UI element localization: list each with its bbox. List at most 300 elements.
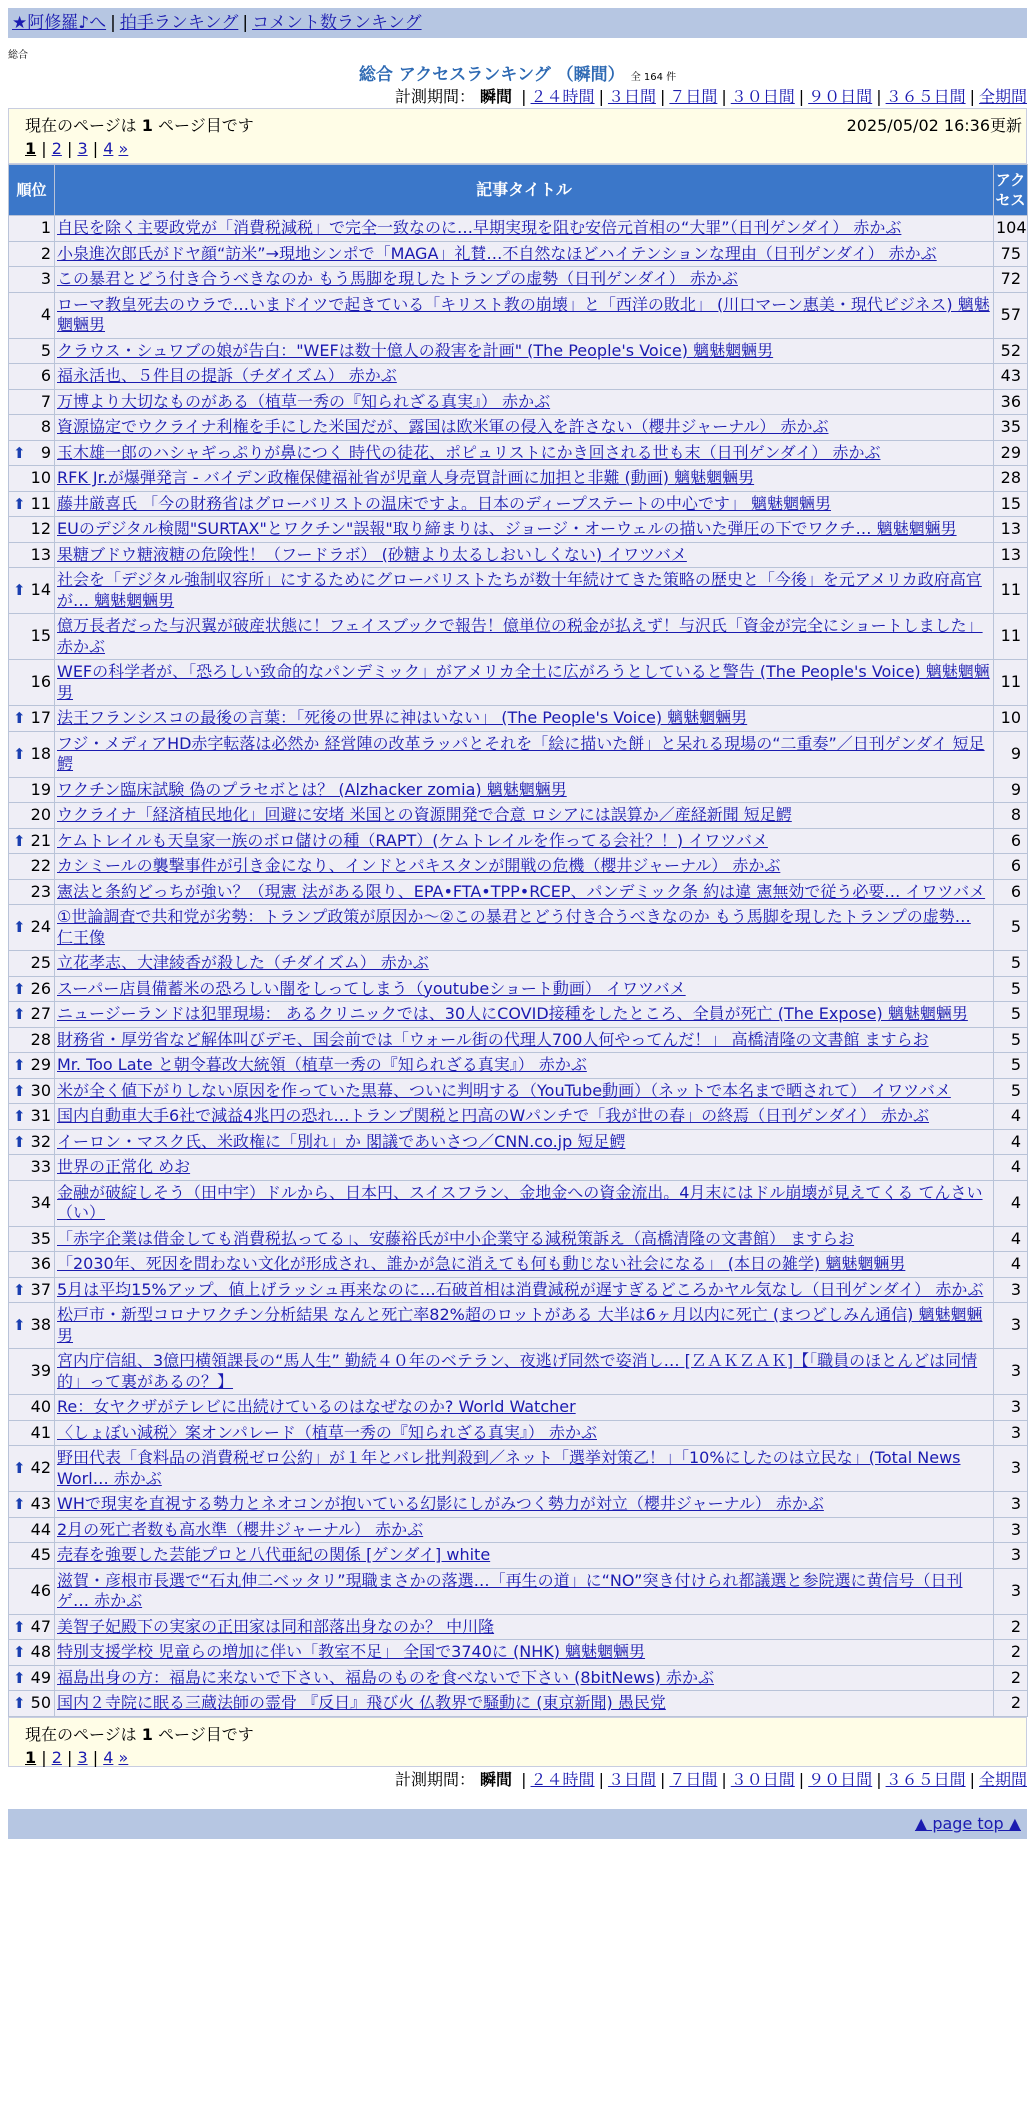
page-link[interactable]: 2 bbox=[51, 1747, 62, 1767]
rank-up-arrow-icon: ⬆ bbox=[13, 1280, 26, 1299]
rank-cell bbox=[9, 517, 55, 543]
title-cell bbox=[55, 491, 994, 517]
table-row bbox=[9, 1691, 1028, 1717]
article-link[interactable]: RFK Jr.が爆弾発言 - バイデン政権保健福祉省が児童人身売買計画に加担と非難 (動画) 魑魅魍魎男 bbox=[57, 468, 755, 487]
home-link[interactable]: ★阿修羅♪へ bbox=[12, 13, 107, 33]
table-row bbox=[9, 1129, 1028, 1155]
page-text: 現在のページは bbox=[25, 1724, 142, 1744]
current-page: 1 bbox=[25, 1747, 37, 1767]
table-row bbox=[9, 1492, 1028, 1518]
article-link[interactable]: 金融が破綻しそう（田中宇）ドルから、日本円、スイスフラン、金地金への資金流出。4月末にはドル崩壊が見えてくる てんさい（い） bbox=[57, 1182, 983, 1222]
rank-number: 2 bbox=[40, 243, 51, 263]
rank-up-arrow-icon: ⬆ bbox=[13, 744, 26, 763]
rank-number: 43 bbox=[30, 1494, 51, 1513]
rank-number: 23 bbox=[30, 881, 51, 901]
rank-cell bbox=[9, 976, 55, 1002]
rank-number: 4 bbox=[40, 304, 51, 324]
title-cell bbox=[55, 1303, 994, 1349]
access-count: 11 bbox=[994, 568, 1028, 614]
period-link[interactable]: ７日間 bbox=[669, 87, 718, 106]
access-count: 5 bbox=[994, 1078, 1028, 1104]
table-row bbox=[9, 1543, 1028, 1569]
rank-cell bbox=[9, 338, 55, 364]
article-link[interactable]: ウクライナ「経済植民地化」回避に安堵 米国との資源開発で合意 ロシアには誤算か／産経新聞 短足鰐 bbox=[57, 805, 792, 824]
access-count: 6 bbox=[994, 879, 1028, 905]
rank-cell bbox=[9, 1665, 55, 1691]
access-count: 10 bbox=[994, 706, 1028, 732]
article-link[interactable]: 玉木雄一郎のハシャギっぷりが鼻につく 時代の徒花、ポピュリストにかき回される世も末（日刊ゲンダイ） 赤かぶ bbox=[57, 442, 881, 462]
table-row bbox=[9, 1303, 1028, 1349]
rank-up-arrow-icon: ⬆ bbox=[13, 1668, 26, 1687]
page-text: 現在のページは bbox=[25, 116, 142, 135]
period-link[interactable]: ３０日間 bbox=[730, 87, 795, 106]
page-text: ページ目です bbox=[152, 116, 254, 135]
table-row bbox=[9, 1078, 1028, 1104]
article-link[interactable]: スーパー店員備蓄米の恐ろしい闇をしってしまう（youtubeショート動画） イワツバメ bbox=[57, 978, 686, 998]
ranking-heading bbox=[8, 64, 1027, 86]
title-cell bbox=[55, 951, 994, 977]
updated-timestamp: 2025/05/02 16:36更新 bbox=[846, 116, 1022, 135]
title-cell bbox=[55, 1002, 994, 1028]
table-row bbox=[9, 1446, 1028, 1492]
title-cell bbox=[55, 1277, 994, 1303]
page-separator: | bbox=[36, 139, 52, 158]
rank-up-arrow-icon: ⬆ bbox=[13, 1495, 26, 1513]
access-count: 3 bbox=[994, 1349, 1028, 1395]
rank-cell bbox=[9, 1446, 55, 1492]
period-separator: | bbox=[598, 87, 604, 106]
rank-number: 38 bbox=[30, 1315, 51, 1335]
table-row bbox=[9, 1155, 1028, 1181]
article-link[interactable]: 億万長者だった与沢翼が破産状態に！フェイスブックで報告！億単位の税金が払えず！与沢氏「資金が完全にショートしました」 赤かぶ bbox=[57, 616, 983, 656]
period-link[interactable]: 全期間 bbox=[978, 1769, 1027, 1789]
access-count: 2 bbox=[994, 1665, 1028, 1691]
next-page-link[interactable]: » bbox=[118, 139, 129, 158]
table-row bbox=[9, 1395, 1028, 1421]
table-row bbox=[9, 1226, 1028, 1252]
page-separator: | bbox=[36, 1747, 52, 1767]
rank-number: 19 bbox=[30, 779, 51, 799]
title-cell bbox=[55, 1395, 994, 1421]
table-row bbox=[9, 267, 1028, 293]
article-link[interactable]: 「2030年、死因を問わない文化が形成され、誰かが急に消えても何も動じない社会になる」 (本日の雑学) 魑魅魍魎男 bbox=[57, 1254, 906, 1273]
rank-number: 50 bbox=[30, 1693, 51, 1712]
article-link[interactable]: 万博より大切なものがある（植草一秀の『知られざる真実』） 赤かぶ bbox=[57, 391, 551, 411]
rank-number: 44 bbox=[30, 1519, 51, 1539]
rank-cell bbox=[9, 292, 55, 338]
period-link[interactable]: ３日間 bbox=[607, 87, 656, 106]
access-count: 6 bbox=[994, 828, 1028, 854]
table-row bbox=[9, 292, 1028, 338]
rank-number: 41 bbox=[30, 1422, 51, 1442]
clap-ranking-link[interactable]: 拍手ランキング bbox=[119, 13, 239, 33]
rank-number: 33 bbox=[30, 1157, 51, 1176]
rank-number: 20 bbox=[30, 805, 51, 824]
access-count: 75 bbox=[994, 241, 1028, 267]
table-row bbox=[9, 568, 1028, 614]
table-row bbox=[9, 241, 1028, 267]
table-row bbox=[9, 828, 1028, 854]
period-current: 瞬間 bbox=[480, 1769, 513, 1789]
article-link[interactable]: 福永活也、５件目の提訴（チダイズム） 赤かぶ bbox=[57, 366, 397, 385]
title-cell bbox=[55, 1078, 994, 1104]
rank-up-arrow-icon: ⬆ bbox=[13, 1005, 26, 1023]
title-cell bbox=[55, 542, 994, 568]
rank-cell bbox=[9, 241, 55, 267]
article-link[interactable]: WEFの科学者が、「恐ろしい致命的なパンデミック」がアメリカ全土に広がろうとしていると警告 (The People's Voice) 魑魅魍魎男 bbox=[57, 662, 990, 702]
rank-up-arrow-icon: ⬆ bbox=[13, 1459, 26, 1478]
period-separator: | bbox=[969, 87, 975, 106]
rank-cell bbox=[9, 1303, 55, 1349]
rank-number: 24 bbox=[30, 917, 51, 937]
article-link[interactable]: 福島出身の方：福島に来ないで下さい、福島のものを食べないで下さい (8bitNews) 赤かぶ bbox=[57, 1667, 714, 1687]
article-link[interactable]: 果糖ブドウ糖液糖の危険性！（フードラボ） (砂糖より太るしおいしくない) イワツバメ bbox=[57, 544, 687, 564]
rank-cell bbox=[9, 854, 55, 880]
article-link[interactable]: 法王フランシスコの最後の言葉：「死後の世界に神はいない」 (The People's Voice) 魑魅魍魎男 bbox=[57, 708, 748, 727]
article-link[interactable]: 5月は平均15%アップ、値上げラッシュ再来なのに…石破首相は消費減税が遅すぎるどころかヤル気なし（日刊ゲンダイ） 赤かぶ bbox=[57, 1279, 984, 1299]
top-nav-bar bbox=[8, 8, 1027, 38]
article-link[interactable]: 藤井厳喜氏 「今の財務省はグローバリストの温床ですよ。日本のディープステートの中心です」 魑魅魍魎男 bbox=[57, 493, 832, 513]
page-link[interactable]: 2 bbox=[51, 139, 62, 158]
rank-cell bbox=[9, 614, 55, 660]
access-count: 5 bbox=[994, 1053, 1028, 1079]
title-cell bbox=[55, 777, 994, 803]
access-count: 104 bbox=[994, 216, 1028, 242]
rank-cell bbox=[9, 828, 55, 854]
title-cell bbox=[55, 1517, 994, 1543]
pagination bbox=[25, 1748, 1010, 1767]
title-cell bbox=[55, 614, 994, 660]
rank-cell bbox=[9, 1543, 55, 1569]
rank-number: 31 bbox=[30, 1106, 51, 1125]
article-link[interactable]: 〈しょぼい減税〉案オンパレード（植草一秀の『知られざる真実』） 赤かぶ bbox=[57, 1422, 597, 1442]
table-row bbox=[9, 706, 1028, 732]
table-row bbox=[9, 389, 1028, 415]
article-link[interactable]: カシミールの襲撃事件が引き金になり、インドとパキスタンが開戦の危機（櫻井ジャーナル） 赤かぶ bbox=[57, 856, 781, 875]
rank-cell bbox=[9, 951, 55, 977]
page-links bbox=[36, 139, 128, 158]
access-count: 4 bbox=[994, 1129, 1028, 1155]
rank-cell bbox=[9, 731, 55, 777]
page-title: 総合 アクセスランキング （瞬間） bbox=[358, 65, 625, 85]
article-link[interactable]: 社会を「デジタル強制収容所」にするためにグローバリストたちが数十年続けてきた策略の歴史と「今後」を元アメリカ政府高官が… 魑魅魍魎男 bbox=[57, 570, 982, 610]
article-link[interactable]: 立花孝志、大津綾香が殺した（チダイズム） 赤かぶ bbox=[57, 953, 429, 972]
rank-cell bbox=[9, 1252, 55, 1278]
article-link[interactable]: 松戸市・新型コロナワクチン分析結果 なんと死亡率82%超のロットがある 大半は6ヶ月以内に死亡 (まつどしみん通信) 魑魅魍魎男 bbox=[57, 1305, 983, 1345]
page-link[interactable]: 4 bbox=[103, 139, 114, 158]
rank-number: 35 bbox=[30, 1228, 51, 1248]
table-row bbox=[9, 216, 1028, 242]
period-link[interactable]: 全期間 bbox=[978, 87, 1027, 106]
period-link[interactable]: ９０日間 bbox=[808, 87, 873, 106]
rank-number: 40 bbox=[30, 1397, 51, 1416]
title-cell bbox=[55, 660, 994, 706]
table-row bbox=[9, 905, 1028, 951]
rank-cell bbox=[9, 1180, 55, 1226]
article-link[interactable]: 売春を強要した芸能プロと八代亜紀の関係 [ゲンダイ] white bbox=[57, 1545, 491, 1564]
period-link[interactable]: ７日間 bbox=[669, 1769, 718, 1789]
period-separator: | bbox=[969, 1769, 975, 1789]
title-cell bbox=[55, 1640, 994, 1666]
title-cell bbox=[55, 828, 994, 854]
article-link[interactable]: ケムトレイルも天皇家一族のボロ儲けの種（RAPT）(ケムトレイルを作ってる会社？！) イワツバメ bbox=[57, 830, 768, 850]
rank-number: 34 bbox=[30, 1192, 51, 1212]
table-row bbox=[9, 803, 1028, 829]
page-separator: | bbox=[61, 139, 78, 158]
page-number: 1 bbox=[141, 1724, 153, 1744]
rank-number: 25 bbox=[30, 953, 51, 972]
period-link[interactable]: ２４時間 bbox=[530, 1769, 595, 1789]
period-separator: | bbox=[659, 1769, 666, 1789]
access-count: 3 bbox=[994, 1303, 1028, 1349]
ranking-body bbox=[9, 216, 1028, 1717]
title-cell bbox=[55, 1420, 994, 1446]
access-count: 4 bbox=[994, 1252, 1028, 1278]
period-links bbox=[517, 1770, 1027, 1789]
period-separator: | bbox=[721, 87, 727, 106]
rank-number: 8 bbox=[40, 417, 51, 436]
page-link[interactable]: 3 bbox=[77, 1747, 88, 1767]
access-count: 3 bbox=[994, 1568, 1028, 1614]
rank-number: 17 bbox=[30, 708, 51, 727]
table-row bbox=[9, 542, 1028, 568]
rank-number: 28 bbox=[30, 1029, 51, 1049]
title-cell bbox=[55, 267, 994, 293]
article-link[interactable]: ローマ教皇死去のウラで…いまドイツで起きている「キリスト教の崩壊」と「西洋の敗北」 (川口マーン惠美・現代ビジネス) 魑魅魍魎男 bbox=[57, 294, 990, 334]
title-cell bbox=[55, 440, 994, 466]
access-count: 9 bbox=[994, 731, 1028, 777]
article-link[interactable]: 「赤字企業は借金しても消費税払ってる」、安藤裕氏が中小企業守る減税策訴え（高橋清隆の文書館） ますらお bbox=[57, 1228, 855, 1248]
period-link[interactable]: ３６５日間 bbox=[885, 1769, 966, 1789]
rank-number: 46 bbox=[30, 1580, 51, 1600]
title-cell bbox=[55, 1446, 994, 1492]
rank-number: 49 bbox=[30, 1667, 51, 1687]
rank-cell bbox=[9, 1129, 55, 1155]
title-cell bbox=[55, 216, 994, 242]
table-row bbox=[9, 1349, 1028, 1395]
rank-cell bbox=[9, 1277, 55, 1303]
title-cell bbox=[55, 976, 994, 1002]
rank-cell bbox=[9, 389, 55, 415]
rank-number: 39 bbox=[30, 1361, 51, 1381]
page-number: 1 bbox=[141, 116, 153, 135]
article-link[interactable]: フジ・メディアHD赤字転落は必然か 経営陣の改革ラッパとそれを「絵に描いた餅」と呆れる現場の“二重奏”／日刊ゲンダイ 短足鰐 bbox=[57, 733, 985, 773]
rank-number: 21 bbox=[30, 830, 51, 850]
rank-up-arrow-icon: ⬆ bbox=[13, 494, 26, 513]
article-link[interactable]: WHで現実を直視する勢力とネオコンが抱いている幻影にしがみつく勢力が対立（櫻井ジャーナル） 赤かぶ bbox=[57, 1494, 824, 1513]
table-row bbox=[9, 1002, 1028, 1028]
article-link[interactable]: クラウス・シュワブの娘が告白："WEFは数十億人の殺害を計画" (The People's Voice) 魑魅魍魎男 bbox=[57, 340, 774, 360]
table-row bbox=[9, 660, 1028, 706]
rank-cell bbox=[9, 1517, 55, 1543]
footer-bar bbox=[8, 1809, 1027, 1839]
rank-number: 45 bbox=[30, 1545, 51, 1564]
period-link[interactable]: ３０日間 bbox=[730, 1769, 795, 1789]
access-count: 8 bbox=[994, 803, 1028, 829]
rank-cell bbox=[9, 440, 55, 466]
rank-cell bbox=[9, 216, 55, 242]
table-row bbox=[9, 1180, 1028, 1226]
rank-up-arrow-icon: ⬆ bbox=[13, 1081, 26, 1100]
article-link[interactable]: 財務省・厚労省など解体叫びデモ、国会前では「ウォール街の代理人700人何やってんだ！」 高橋清隆の文書館 ますらお bbox=[57, 1029, 929, 1049]
title-cell bbox=[55, 364, 994, 390]
rank-cell bbox=[9, 1226, 55, 1252]
rank-up-arrow-icon: ⬆ bbox=[13, 1132, 26, 1151]
access-count: 11 bbox=[994, 614, 1028, 660]
period-link[interactable]: ２４時間 bbox=[530, 87, 595, 106]
ranking-table bbox=[8, 164, 1028, 1717]
period-separator: | bbox=[721, 1769, 727, 1789]
article-link[interactable]: イーロン・マスク氏、米政権に「別れ」か 閣議であいさつ／CNN.co.jp 短足鰐 bbox=[57, 1131, 626, 1151]
access-count: 2 bbox=[994, 1691, 1028, 1717]
title-cell bbox=[55, 1543, 994, 1569]
access-count: 28 bbox=[994, 466, 1028, 492]
access-count: 29 bbox=[994, 440, 1028, 466]
page-link[interactable]: 3 bbox=[77, 139, 88, 158]
period-link[interactable]: ３日間 bbox=[607, 1769, 656, 1789]
article-link[interactable]: 2月の死亡者数も高水準（櫻井ジャーナル） 赤かぶ bbox=[57, 1519, 424, 1539]
current-page: 1 bbox=[25, 139, 37, 158]
rank-cell bbox=[9, 1640, 55, 1666]
article-link[interactable]: Re：女ヤクザがテレビに出続けているのはなぜなのか? World Watcher bbox=[57, 1397, 576, 1416]
rank-cell bbox=[9, 1395, 55, 1421]
period-selector-top bbox=[8, 86, 1027, 108]
rank-cell bbox=[9, 1027, 55, 1053]
title-cell bbox=[55, 731, 994, 777]
table-row bbox=[9, 338, 1028, 364]
article-link[interactable]: 資源協定でウクライナ利権を手にした米国だが、露国は欧米軍の侵入を許さない（櫻井ジャーナル） 赤かぶ bbox=[57, 417, 829, 436]
page-link[interactable]: 4 bbox=[103, 1747, 114, 1767]
comment-ranking-link[interactable]: コメント数ランキング bbox=[252, 13, 422, 33]
title-cell bbox=[55, 292, 994, 338]
period-separator: | bbox=[876, 87, 882, 106]
rank-cell bbox=[9, 267, 55, 293]
next-page-link[interactable]: » bbox=[118, 1747, 129, 1767]
article-link[interactable]: 滋賀・彦根市長選で“石丸伸二ベッタリ”現職まさかの落選…「再生の道」に“NO”突き付けられ都議選と参院選に黄信号（日刊ゲ… 赤かぶ bbox=[57, 1570, 963, 1610]
article-link[interactable]: ワクチン臨床試験 偽のプラセボとは？ (Alzhacker zomia) 魑魅魍魎男 bbox=[57, 779, 567, 799]
article-link[interactable]: ①世論調査で共和党が劣勢：トランプ政策が原因か～②この暴君とどう付き合うべきなのか もう馬脚を現したトランプの虚勢… 仁王像 bbox=[57, 907, 971, 947]
total-count: 全 164 件 bbox=[630, 72, 677, 83]
article-link[interactable]: この暴君とどう付き合うべきなのか もう馬脚を現したトランプの虚勢（日刊ゲンダイ） 赤かぶ bbox=[57, 269, 738, 288]
period-separator: | bbox=[798, 1769, 805, 1789]
period-selector-bottom bbox=[8, 1769, 1027, 1791]
article-link[interactable]: 小泉進次郎氏がドヤ顔“訪米”→現地シンポで「MAGA」礼賛…不自然なほどハイテンションな理由（日刊ゲンダイ） 赤かぶ bbox=[57, 243, 937, 263]
rank-cell bbox=[9, 415, 55, 441]
table-row bbox=[9, 731, 1028, 777]
title-cell bbox=[55, 1226, 994, 1252]
rank-cell bbox=[9, 905, 55, 951]
article-link[interactable]: 国内２寺院に眠る三蔵法師の霊骨 『反日』飛び火 仏教界で騒動に (東京新聞) 愚民党 bbox=[57, 1693, 666, 1712]
article-link[interactable]: ニュージーランドは犯罪現場： あるクリニックでは、30人にCOVID接種をしたところ、全員が死亡 (The Expose) 魑魅魍魎男 bbox=[57, 1004, 968, 1023]
pagination bbox=[25, 139, 1010, 158]
table-row bbox=[9, 1568, 1028, 1614]
period-link[interactable]: ９０日間 bbox=[808, 1769, 873, 1789]
article-link[interactable]: 自民を除く主要政党が「消費税減税」で完全一致なのに…早期実現を阻む安倍元首相の“大罪”（日刊ゲンダイ） 赤かぶ bbox=[57, 218, 902, 237]
table-row bbox=[9, 777, 1028, 803]
rank-cell bbox=[9, 466, 55, 492]
access-count: 3 bbox=[994, 1395, 1028, 1421]
rank-number: 37 bbox=[30, 1279, 51, 1299]
table-row bbox=[9, 440, 1028, 466]
article-link[interactable]: 美智子妃殿下の実家の正田家は同和部落出身なのか？ 中川隆 bbox=[57, 1616, 495, 1636]
rank-cell bbox=[9, 1078, 55, 1104]
table-row bbox=[9, 1517, 1028, 1543]
article-link[interactable]: 特別支援学校 児童らの増加に伴い「教室不足」 全国で3740に (NHK) 魑魅魍魎男 bbox=[57, 1642, 646, 1661]
rank-up-arrow-icon: ⬆ bbox=[13, 443, 26, 462]
article-link[interactable]: EUのデジタル検閲"SURTAX"とワクチン"誤報"取り締まりは、ジョージ・オーウェルの描いた弾圧の下でワクチ… 魑魅魍魎男 bbox=[57, 519, 957, 538]
rank-number: 10 bbox=[30, 468, 51, 487]
page-indicator bbox=[25, 1722, 1010, 1745]
article-link[interactable]: 国内自動車大手6社で減益4兆円の恐れ…トランプ関税と円高のWパンチで「我が世の春」の終焉（日刊ゲンダイ） 赤かぶ bbox=[57, 1106, 929, 1125]
rank-cell bbox=[9, 491, 55, 517]
access-count: 6 bbox=[994, 854, 1028, 880]
rank-cell bbox=[9, 879, 55, 905]
rank-cell bbox=[9, 364, 55, 390]
rank-number: 22 bbox=[30, 856, 51, 875]
title-cell bbox=[55, 1492, 994, 1518]
article-link[interactable]: 宮内庁信組、3億円横領課長の“馬人生” 勤続４０年のベテラン、夜逃げ同然で姿消し… [ＺＡＫＺＡＫ]【「職員のほとんどは同情的」って裏があるの？】 bbox=[57, 1351, 978, 1391]
table-row bbox=[9, 951, 1028, 977]
table-row bbox=[9, 1277, 1028, 1303]
period-label: 計測期間： bbox=[394, 1769, 475, 1789]
title-cell bbox=[55, 389, 994, 415]
table-row bbox=[9, 1420, 1028, 1446]
table-row bbox=[9, 1665, 1028, 1691]
table-row bbox=[9, 491, 1028, 517]
period-separator: | bbox=[876, 1769, 882, 1789]
article-link[interactable]: 世界の正常化 めお bbox=[57, 1157, 191, 1176]
rank-cell bbox=[9, 1349, 55, 1395]
page-top-link[interactable]: ▲ page top ▲ bbox=[914, 1813, 1021, 1833]
period-link[interactable]: ３６５日間 bbox=[885, 87, 966, 106]
article-link[interactable]: 憲法と条約どっちが強い？（現憲 法がある限り、EPA•FTA•TPP•RCEP、パンデミック条 約は違 憲無効で従う必要… イワツバメ bbox=[57, 881, 986, 901]
title-cell bbox=[55, 1614, 994, 1640]
period-separator: | bbox=[521, 1769, 527, 1789]
rank-up-arrow-icon: ⬆ bbox=[13, 831, 26, 850]
rank-number: 7 bbox=[40, 391, 51, 411]
period-separator: | bbox=[659, 87, 666, 106]
title-cell bbox=[55, 905, 994, 951]
table-row bbox=[9, 1053, 1028, 1079]
article-link[interactable]: 野田代表「食料品の消費税ゼロ公約」が１年とバレ批判殺到／ネット「選挙対策乙！」「10%にしたのは立民な」(Total News Worl… 赤かぶ bbox=[57, 1448, 961, 1488]
table-row bbox=[9, 1252, 1028, 1278]
access-count: 5 bbox=[994, 1027, 1028, 1053]
table-header-row bbox=[9, 165, 1028, 216]
rank-number: 14 bbox=[30, 580, 51, 600]
rank-number: 9 bbox=[40, 442, 51, 462]
access-count: 15 bbox=[994, 491, 1028, 517]
access-count: 3 bbox=[994, 1420, 1028, 1446]
access-count: 5 bbox=[994, 905, 1028, 951]
rank-up-arrow-icon: ⬆ bbox=[13, 918, 26, 937]
rank-cell bbox=[9, 1691, 55, 1717]
rank-up-arrow-icon: ⬆ bbox=[13, 1107, 26, 1125]
title-cell bbox=[55, 803, 994, 829]
column-header-title: 記事タイトル bbox=[55, 165, 994, 216]
article-link[interactable]: Mr. Too Late と朝令暮改大統領（植草一秀の『知られざる真実』） 赤かぶ bbox=[57, 1055, 587, 1074]
rank-number: 15 bbox=[30, 626, 51, 646]
access-count: 3 bbox=[994, 1446, 1028, 1492]
access-count: 4 bbox=[994, 1180, 1028, 1226]
table-row bbox=[9, 517, 1028, 543]
rank-cell bbox=[9, 568, 55, 614]
article-link[interactable]: 米が全く値下がりしない原因を作っていた黒幕、ついに判明する（YouTube動画）（ネットで本名まで晒されて） イワツバメ bbox=[57, 1080, 951, 1100]
access-count: 36 bbox=[994, 389, 1028, 415]
page bbox=[8, 0, 1027, 1839]
title-cell bbox=[55, 1691, 994, 1717]
rank-cell bbox=[9, 1104, 55, 1130]
rank-number: 29 bbox=[30, 1055, 51, 1074]
